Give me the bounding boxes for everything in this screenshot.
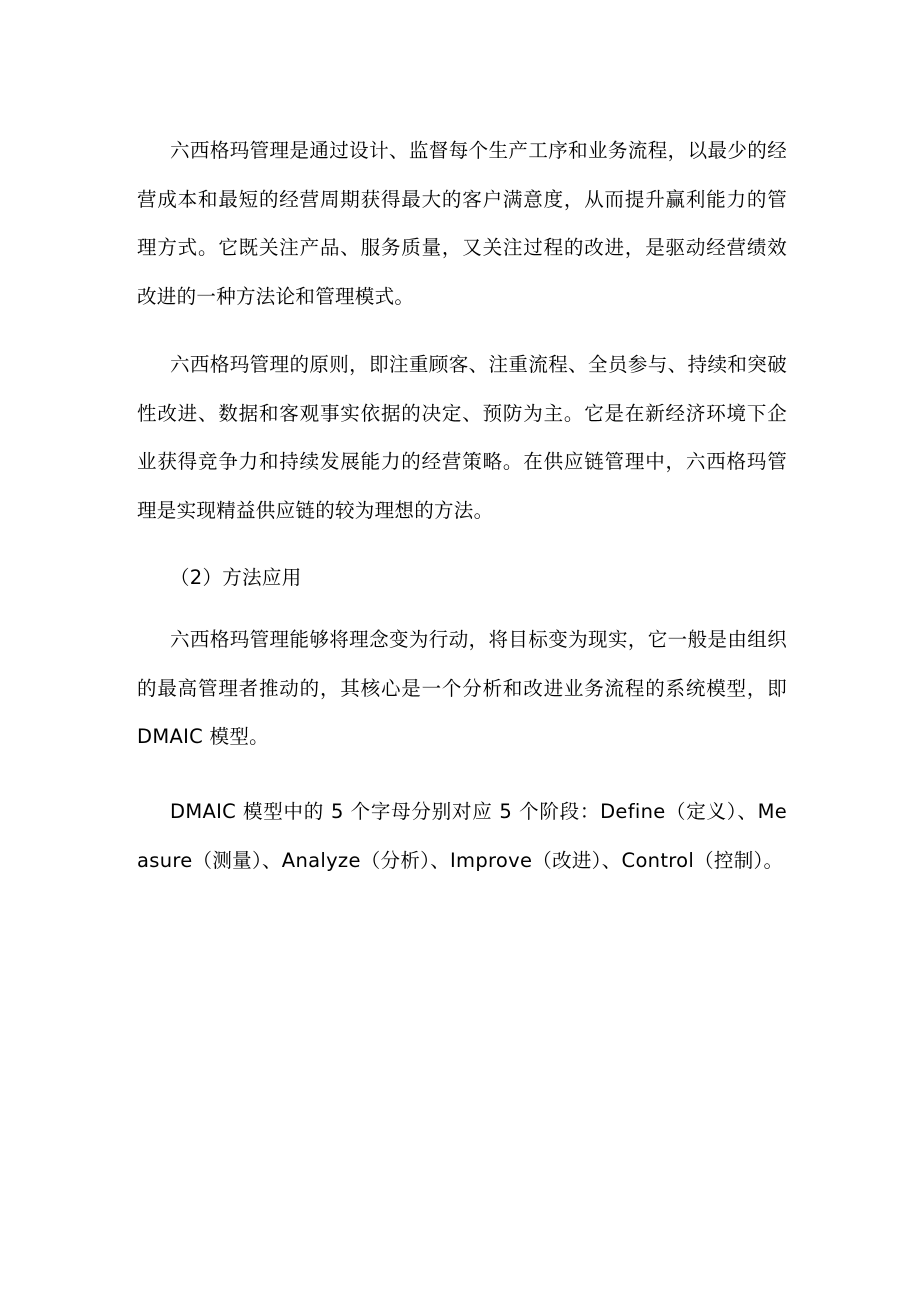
paragraph-dmaic-stages: DMAIC 模型中的 5 个字母分别对应 5 个阶段：Define（定义）、Measure（测量）、Analyze（分析）、Improve（改进）、Control（控制）。 (137, 800, 787, 872)
paragraph-six-sigma-definition: 六西格玛管理是通过设计、监督每个生产工序和业务流程，以最少的经营成本和最短的经营周期获得最大的客户满意度，从而提升赢利能力的管理方式。它既关注产品、服务质量，又关注过程的改进，是驱动经营绩效改进的一种方法论和管理模式。 (137, 139, 787, 308)
section-heading-method-application: （2）方法应用 (170, 566, 302, 589)
paragraph-method-application: 六西格玛管理能够将理念变为行动，将目标变为现实，它一般是由组织的最高管理者推动的，其核心是一个分析和改进业务流程的系统模型，即 DMAIC 模型。 (137, 628, 787, 749)
paragraph-six-sigma-principles: 六西格玛管理的原则，即注重顾客、注重流程、全员参与、持续和突破性改进、数据和客观事实依据的决定、预防为主。它是在新经济环境下企业获得竞争力和持续发展能力的经营策略。在供应链管理中，六西格玛管理是实现精益供应链的较为理想的方法。 (137, 353, 787, 522)
